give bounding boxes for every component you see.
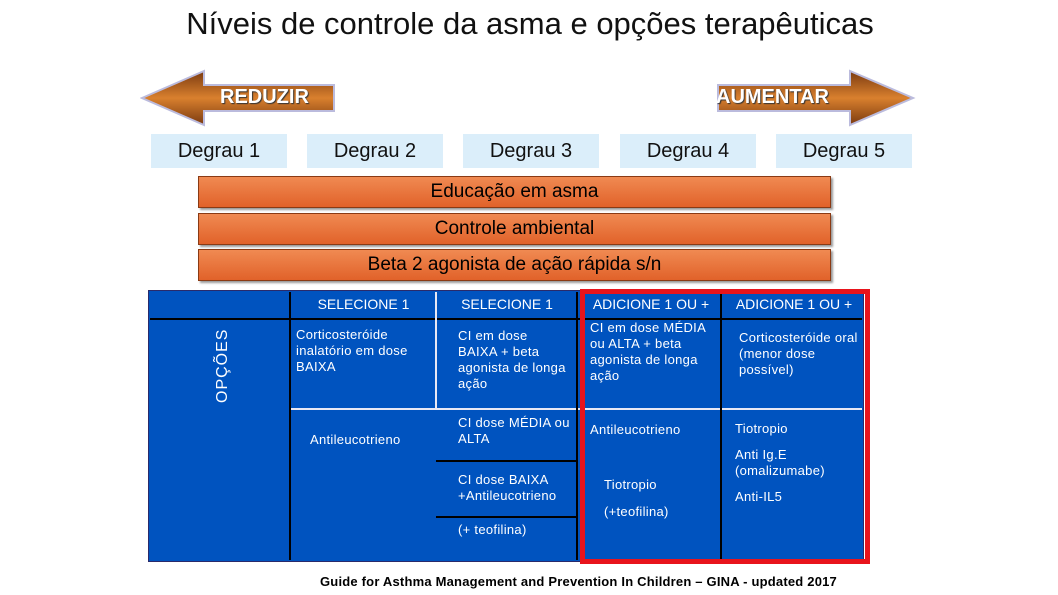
- header-degrau2: SELECIONE 1: [317, 296, 410, 312]
- row-divider-2: [436, 460, 576, 462]
- column-divider-3: [576, 292, 578, 560]
- reduce-label: REDUZIR: [220, 86, 309, 108]
- option-theophylline: (+ teofilina): [458, 522, 527, 537]
- option-anti-ige: Anti Ig.E (omalizumabe): [735, 447, 825, 478]
- row-divider-3: [436, 516, 576, 518]
- option-med-high-ics: CI dose MÉDIA ou ALTA: [458, 415, 570, 446]
- page-title: Níveis de controle da asma e opções terapêuticas: [186, 6, 874, 41]
- band-short-acting-beta2: Beta 2 agonista de ação rápida s/n: [198, 249, 831, 281]
- increase-label: AUMENTAR: [716, 86, 829, 108]
- option-low-ics-ltra: CI dose BAIXA +Antileucotrieno: [458, 472, 557, 503]
- column-divider-1: [289, 292, 291, 560]
- option-low-dose-ics: Corticosteróide inalatório em dose BAIXA: [296, 327, 408, 374]
- step-2: Degrau 2: [307, 134, 443, 168]
- option-tiotropium-5: Tiotropio: [735, 421, 788, 436]
- option-oral-corticosteroid: Corticosteróide oral (menor dose possível): [739, 330, 858, 377]
- option-low-ics-laba: CI em dose BAIXA + beta agonista de longa ação: [458, 328, 566, 391]
- option-leukotriene-4: Antileucotrieno: [590, 422, 681, 437]
- step-1: Degrau 1: [151, 134, 287, 168]
- option-tiotropium-4: Tiotropio: [604, 477, 657, 492]
- header-degrau5: ADICIONE 1 OU +: [735, 296, 853, 312]
- option-theophylline-4: (+teofilina): [604, 504, 669, 519]
- step-3: Degrau 3: [463, 134, 599, 168]
- option-anti-il5: Anti-IL5: [735, 489, 783, 504]
- header-degrau3: SELECIONE 1: [461, 296, 553, 312]
- header-degrau4: ADICIONE 1 OU +: [592, 296, 710, 312]
- band-asthma-education: Educação em asma: [198, 176, 831, 208]
- highlight-frame: [580, 289, 870, 564]
- step-5: Degrau 5: [776, 134, 912, 168]
- step-4: Degrau 4: [620, 134, 756, 168]
- option-leukotriene: Antileucotrieno: [310, 432, 401, 447]
- options-side-label: OPÇÕES: [214, 328, 231, 403]
- band-environmental-control: Controle ambiental: [198, 213, 831, 245]
- column-divider-2: [435, 292, 437, 410]
- option-med-high-ics-laba: CI em dose MÉDIA ou ALTA + beta agonista de longa ação: [590, 320, 706, 383]
- source-citation: Guide for Asthma Management and Prevention In Children – GINA - updated 2017: [320, 574, 837, 589]
